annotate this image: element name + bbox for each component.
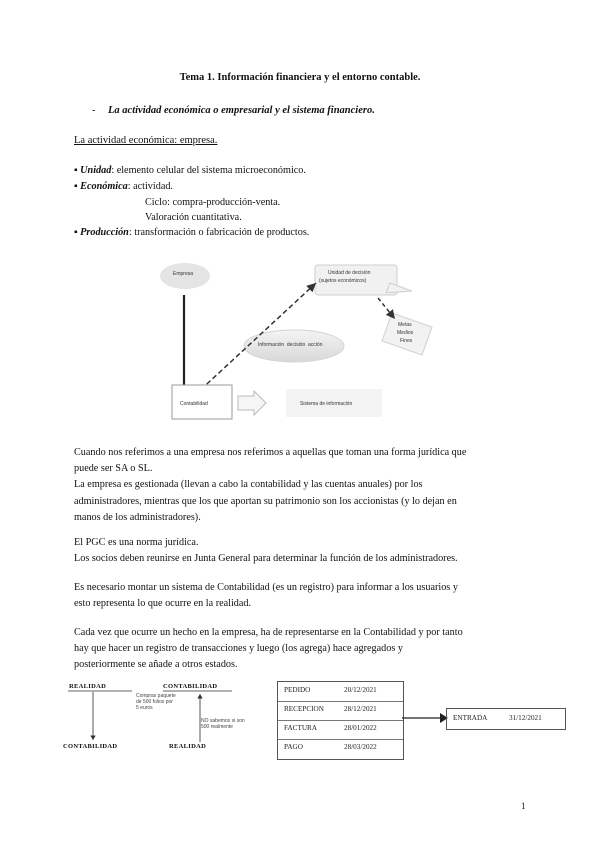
paragraph-line: El PGC es una norma jurídica. [74,537,199,548]
bullet-marker: ▪ [74,227,81,238]
note-line: NO sabemos si son [201,718,245,724]
paragraph-line: administradores, mientras que los que aportan su patrimonio son los accionistas (y lo dejan en [74,495,457,507]
bullet-economica [74,179,173,195]
dashed-arrow-to-medios [378,298,395,319]
metas-label: Metas [398,322,412,328]
note-left [136,693,176,711]
row-label: RECEPCION [284,705,324,713]
paragraph-line: Cuando nos referimos a una empresa nos referimos a aquellas que toman una forma jurídica que [74,447,467,458]
table-row [278,682,403,702]
block-arrow [238,391,266,415]
paragraph-line: posteriormente se añade a otros estados. [74,659,238,671]
entrada-label: ENTRADA [453,714,488,722]
info-label: Información decisión acción [258,342,323,348]
bullet-unidad [74,163,306,179]
paragraph-line: Los socios deben reunirse en Junta General para determinar la función de los administradores. [74,553,458,565]
note-line: de 500 folios por [136,699,173,705]
paragraph-line: manos de los administradores). [74,511,201,523]
arrow-to-entrada [402,710,450,726]
paragraph-registro [74,625,463,674]
row-date: 28/01/2022 [344,724,377,732]
unidad-text: : elemento celular del sistema microeconómico. [111,165,306,176]
row-label: PEDIDO [284,686,311,694]
table-row [278,720,403,740]
table-row [278,701,403,721]
table-row [278,739,403,758]
sistema-label: Sistema de información [300,401,353,407]
contabilidad-bottom-label: CONTABILIDAD [63,743,118,750]
paragraph-line: La empresa es gestionada (llevan a cabo la contabilidad y las cuentas anuales) por los [74,479,423,491]
ciclo-text: Ciclo: compra-producción-venta. [145,197,281,208]
page-number: 1 [521,801,526,811]
empresa-label: Empresa [173,271,194,277]
produccion-text: : transformación o fabricación de productos. [128,227,310,238]
row-date: 20/12/2021 [344,686,377,694]
paragraph-pgc [74,535,458,567]
paragraph-line: puede ser SA o SL. [74,463,153,475]
bullet-marker: ▪ [74,181,81,192]
note-line: 5 euros [136,705,153,711]
contabilidad-label: Contabilidad [180,401,208,407]
note-right [201,718,245,730]
subtitle: La actividad económica o empresarial y el sistema financiero. [108,105,375,116]
bullet-produccion [74,225,309,241]
unidad-label-2: (sujetos económicos) [319,278,367,284]
row-label: PAGO [284,743,303,751]
realidad-top-label: REALIDAD [69,683,107,690]
entrada-box [446,708,566,730]
section-heading: La actividad económica: empresa. [74,135,218,146]
economica-label: Económica [80,181,128,192]
page-title: Tema 1. Información financiera y el entorno contable. [179,72,421,83]
entrada-date: 31/12/2021 [509,714,542,722]
paragraph-line: hay que hacer un registro de transacciones y luego (los agrega) hace agregados y [74,643,403,655]
unidad-label: Unidad [80,165,112,176]
bullet-marker: ▪ [74,165,81,176]
realidad-bottom-label: REALIDAD [169,743,207,750]
paragraph-forma-juridica [74,445,466,526]
note-line: 500 realmente [201,724,233,730]
paragraph-sistema-contabilidad [74,580,458,612]
produccion-label: Producción [80,227,129,238]
row-date: 28/12/2021 [344,705,377,713]
subtitle-dash: - [92,105,96,116]
medios-label: Medios [397,330,414,336]
paragraph-line: Es necesario montar un sistema de Contabilidad (es un registro) para informar a los usuarios y [74,582,458,593]
row-label: FACTURA [284,724,318,732]
paragraph-line: esto representa lo que ocurre en la realidad. [74,598,252,610]
row-date: 28/03/2022 [344,743,377,751]
paragraph-line: Cada vez que ocurre un hecho en la empresa, ha de representarse en la Contabilidad y por tanto [74,627,463,638]
unidad-pointer [386,283,412,293]
fines-label: Fines [400,338,413,344]
note-line: Compras paquete [136,693,176,699]
unidad-label-1: Unidad de decisión [328,270,371,276]
dates-table [277,681,404,760]
contabilidad-top-label: CONTABILIDAD [163,683,218,690]
valoracion-text: Valoración cuantitativa. [145,212,242,223]
economica-text: : actividad. [127,181,173,192]
